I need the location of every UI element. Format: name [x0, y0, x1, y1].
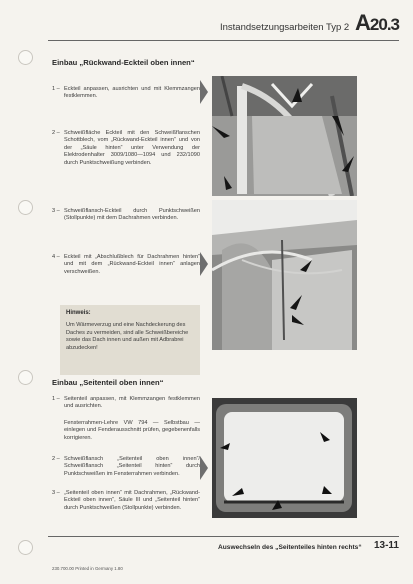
step-2-2: [52, 456, 200, 478]
photo-seitenteil: [212, 398, 357, 518]
step-number: 1 –: [52, 86, 60, 92]
page-number: 13-11: [373, 540, 399, 551]
binder-hole: [18, 540, 33, 555]
section-title-seitenteil: Einbau „Seitenteil oben innen“: [52, 378, 164, 387]
section-code-number: 20.3: [369, 15, 399, 34]
section-code-letter: A: [355, 10, 370, 35]
photo-rueckwand-eckteil: [212, 76, 357, 196]
header-title: Instandsetzungsarbeiten Typ 2: [220, 22, 350, 33]
hint-box: [60, 305, 200, 375]
step-1-3: [52, 208, 200, 223]
binder-hole: [18, 200, 33, 215]
photo-abschlussblech: [212, 200, 357, 350]
step-1-1: [52, 86, 200, 101]
step-number: 1 –: [52, 396, 60, 402]
step-number: 2 –: [52, 456, 60, 462]
step-1-2: [52, 130, 200, 167]
pointer-triangle: [200, 456, 208, 480]
step-1-4: [52, 254, 200, 276]
hint-title: Hinweis:: [66, 310, 91, 316]
step-text: Schweißflansch-Eckteil durch Punktschweißen (Stollpunkte) mit dem Dachrahmen verbinden.: [64, 208, 200, 222]
step-text: Seitenteil anpassen, mit Klemmzangen festklemmen und ausrichten.: [64, 396, 200, 410]
step-text: „Seitenteil oben innen“ mit Dachrahmen, „Rückwand-Eckteil oben innen“, Säule III und „Seitenteil hinten“ durch Punktschweißen (Stollpunkte) verbinden.: [64, 490, 200, 511]
step-text: Eckteil anpassen, ausrichten und mit Klemmzangen festklemmen.: [64, 86, 200, 100]
pointer-triangle: [200, 80, 208, 104]
section-code: [355, 10, 399, 36]
section-title-rueckwand: Einbau „Rückwand-Eckteil oben innen“: [52, 58, 195, 67]
binder-hole: [18, 370, 33, 385]
binder-hole: [18, 50, 33, 65]
step-2-1: [52, 396, 200, 411]
step-number: 3 –: [52, 208, 60, 214]
step-number: 4 –: [52, 254, 60, 260]
page-header: [220, 10, 399, 40]
hint-text: Um Wärmeverzug und eine Nachdeckerung des Daches zu vermeiden, sind alle Schweißbereiche sowie das Dach innen und außen mit Adbrabrei abzudecken!: [66, 322, 189, 352]
footer-caption: Auswechseln des „Seitenteiles hinten rechts“: [218, 544, 362, 551]
step-2-3: [52, 490, 200, 512]
footer-rule: [48, 536, 399, 537]
step-text: Eckteil mit „Abschlußblech für Dachrahmen hinten“ und mit dem „Rückwand-Eckteil innen“ anlagen verschweißen.: [64, 254, 200, 275]
step-text: Schweißfläche Eckteil mit den Schweißflanschen Schottblech, vom „Rückwand-Eckteil innen“ und von der „Säule hinten“ unter Verwendung der Elektrodenhalter 3009/1080—1094 und 232/1090 durch Punktschweißung verbinden.: [64, 130, 200, 166]
step-number: 2 –: [52, 130, 60, 136]
header-rule: [48, 40, 399, 41]
step-text: Fensterrahmen-Lehre VW 794 — Selbstbau — einlegen und Fenderausschnitt prüfen, gegebenenfalls korrigieren.: [64, 420, 200, 441]
print-note: 230.700.00 Printed in Germany 1.80: [52, 566, 123, 571]
pointer-triangle: [200, 252, 208, 276]
step-number: 3 –: [52, 490, 60, 496]
step-text: Schweißflansch „Seitenteil oben innen“/ Schweißflansch „Seitenteil hinten“ durch Punktschweißen im Fensterrahmen verbinden.: [64, 456, 200, 477]
step-2-1b: [52, 420, 200, 442]
